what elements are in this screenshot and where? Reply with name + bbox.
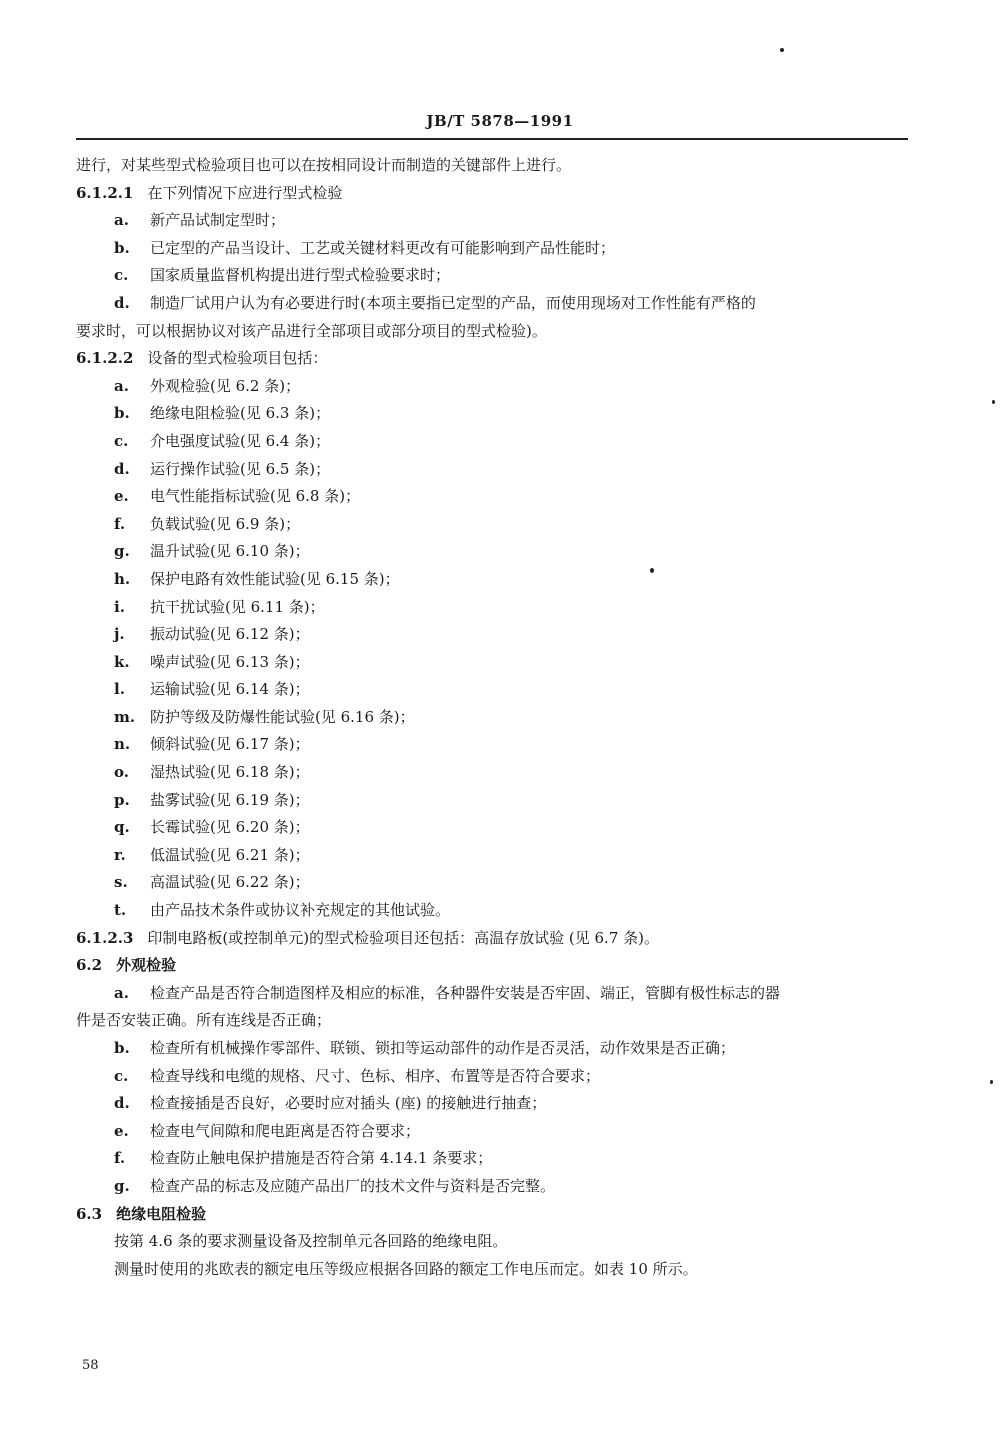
list-marker: e.: [114, 1121, 129, 1140]
list-item: [76, 1173, 908, 1201]
list-item-text: 负载试验(见 6.9 条)；: [150, 514, 301, 533]
clause-heading: [76, 180, 908, 208]
list-item-text: 运输试验(见 6.14 条)；: [150, 680, 310, 699]
list-item: [76, 262, 908, 290]
list-item-text: 绝缘电阻检验(见 6.3 条)；: [150, 404, 331, 423]
list-item: [76, 897, 908, 925]
list-item: [76, 428, 908, 456]
list-marker: k.: [114, 652, 130, 671]
list-item-text: 国家质量监督机构提出进行型式检验要求时；: [150, 266, 451, 285]
document-body: [76, 152, 908, 1283]
continuation-line: [76, 152, 908, 180]
clause-number: 6.1.2.2: [76, 349, 134, 368]
list-item: [76, 207, 908, 235]
list-item: [76, 1090, 908, 1118]
section-heading: [76, 1201, 908, 1229]
list-marker: g.: [114, 1176, 130, 1195]
list-item-text: 盐雾试验(见 6.19 条)；: [150, 790, 310, 809]
list-marker: b.: [114, 238, 130, 257]
paragraph-line: [76, 1228, 908, 1256]
list-item-text: 由产品技术条件或协议补充规定的其他试验。: [150, 901, 451, 920]
list-marker: c.: [114, 431, 129, 450]
list-item-text: 外观检验(见 6.2 条)；: [150, 376, 301, 395]
list-item-text: 介电强度试验(见 6.4 条)；: [150, 431, 331, 450]
list-marker: o.: [114, 763, 129, 782]
list-item: [76, 869, 908, 897]
list-marker: a.: [114, 983, 129, 1002]
list-marker: a.: [114, 211, 129, 230]
list-item-text: 抗干扰试验(见 6.11 条)；: [150, 597, 325, 616]
list-item: [76, 1118, 908, 1146]
list-item: [76, 511, 908, 539]
paragraph-text: 按第 4.6 条的要求测量设备及控制单元各回路的绝缘电阻。: [114, 1232, 508, 1251]
list-marker: g.: [114, 542, 130, 561]
continuation-text: 进行，对某些型式检验项目也可以在按相同设计而制造的关键部件上进行。: [76, 156, 572, 174]
list-item-text: 保护电路有效性能试验(见 6.15 条)；: [150, 569, 400, 588]
list-marker: f.: [114, 514, 126, 533]
continuation-line: [76, 318, 908, 346]
list-marker: i.: [114, 597, 125, 616]
list-marker: d.: [114, 459, 130, 478]
scan-speck: [990, 1080, 993, 1084]
paragraph-text: 测量时使用的兆欧表的额定电压等级应根据各回路的额定工作电压而定。如表 10 所示。: [114, 1259, 698, 1278]
list-item: [76, 649, 908, 677]
list-item-text: 新产品试制定型时；: [150, 211, 286, 230]
list-item-text: 长霉试验(见 6.20 条)；: [150, 818, 310, 837]
list-item-text: 低温试验(见 6.21 条)；: [150, 845, 310, 864]
list-item: [76, 759, 908, 787]
list-item-text: 检查接插是否良好，必要时应对插头 (座) 的接触进行抽查；: [150, 1094, 547, 1113]
list-item-text: 已定型的产品当设计、工艺或关键材料更改有可能影响到产品性能时；: [150, 238, 616, 257]
list-item-text: 检查所有机械操作零部件、联锁、锁扣等运动部件的动作是否灵活，动作效果是否正确；: [150, 1039, 736, 1057]
list-marker: e.: [114, 487, 129, 506]
list-marker: d.: [114, 1094, 130, 1113]
paragraph-line: [76, 1256, 908, 1284]
clause-number: 6.1.2.3: [76, 928, 134, 947]
list-item: [76, 373, 908, 401]
continuation-text: 件是否安装正确。所有连线是否正确；: [76, 1011, 332, 1030]
list-item-text: 湿热试验(见 6.18 条)；: [150, 763, 310, 782]
list-marker: t.: [114, 901, 127, 920]
list-item-text: 噪声试验(见 6.13 条)；: [150, 652, 310, 671]
list-marker: c.: [114, 1066, 129, 1085]
list-item: [76, 235, 908, 263]
list-item: [76, 704, 908, 732]
list-marker: f.: [114, 1149, 126, 1168]
list-item: [76, 1035, 908, 1063]
section-title: 绝缘电阻检验: [116, 1204, 207, 1223]
list-item: [76, 621, 908, 649]
scan-speck: [780, 48, 784, 52]
list-marker: b.: [114, 1039, 130, 1057]
clause-heading: [76, 925, 908, 953]
page-number: 58: [82, 1358, 99, 1373]
list-marker: c.: [114, 266, 129, 285]
list-marker: r.: [114, 845, 126, 864]
list-item-text: 检查导线和电缆的规格、尺寸、色标、相序、布置等是否符合要求；: [150, 1066, 601, 1085]
section-number: 6.3: [76, 1204, 103, 1223]
list-item: [76, 814, 908, 842]
list-item: [76, 1145, 908, 1173]
list-item: [76, 676, 908, 704]
list-item: [76, 566, 908, 594]
scan-speck: [992, 400, 995, 404]
section-heading: [76, 952, 908, 980]
continuation-text: 要求时，可以根据协议对该产品进行全部项目或部分项目的型式检验)。: [76, 321, 547, 340]
list-item: [76, 456, 908, 484]
list-item: [76, 980, 908, 1008]
list-item: [76, 594, 908, 622]
list-item-text: 防护等级及防爆性能试验(见 6.16 条)；: [150, 707, 415, 726]
list-marker: h.: [114, 569, 131, 588]
section-number: 6.2: [76, 956, 103, 975]
header-rule: [76, 138, 908, 140]
list-item-text: 检查产品的标志及应随产品出厂的技术文件与资料是否完整。: [150, 1176, 556, 1195]
list-item: [76, 842, 908, 870]
list-item: [76, 731, 908, 759]
list-marker: q.: [114, 818, 130, 837]
list-item: [76, 538, 908, 566]
clause-text: 印制电路板(或控制单元)的型式检验项目还包括：高温存放试验 (见 6.7 条)。: [147, 928, 659, 947]
continuation-line: [76, 1007, 908, 1035]
clause-text: 在下列情况下应进行型式检验: [147, 183, 343, 202]
list-marker: d.: [114, 293, 130, 312]
list-marker: m.: [114, 707, 136, 726]
clause-heading: [76, 345, 908, 373]
scan-speck: [650, 568, 654, 573]
list-marker: p.: [114, 790, 130, 809]
list-item: [76, 483, 908, 511]
list-item: [76, 400, 908, 428]
list-item-text: 倾斜试验(见 6.17 条)；: [150, 735, 310, 754]
list-marker: a.: [114, 376, 129, 395]
list-item-text: 温升试验(见 6.10 条)；: [150, 542, 310, 561]
list-item-text: 运行操作试验(见 6.5 条)；: [150, 459, 331, 478]
list-item-text: 检查电气间隙和爬电距离是否符合要求；: [150, 1121, 421, 1140]
list-item-text: 制造厂试用户认为有必要进行时(本项主要指已定型的产品，而使用现场对工作性能有严格的: [150, 293, 756, 312]
list-marker: b.: [114, 404, 130, 423]
list-item: [76, 1063, 908, 1091]
list-marker: s.: [114, 873, 128, 892]
list-marker: n.: [114, 735, 131, 754]
list-marker: l.: [114, 680, 125, 699]
list-item: [76, 787, 908, 815]
list-marker: j.: [114, 625, 125, 644]
list-item-text: 高温试验(见 6.22 条)；: [150, 873, 310, 892]
clause-text: 设备的型式检验项目包括：: [147, 349, 328, 368]
document-header: JB/T 5878—1991: [426, 112, 574, 130]
list-item: [76, 290, 908, 318]
list-item-text: 检查防止触电保护措施是否符合第 4.14.1 条要求；: [150, 1149, 493, 1168]
list-item-text: 振动试验(见 6.12 条)；: [150, 625, 310, 644]
clause-number: 6.1.2.1: [76, 183, 134, 202]
list-item-text: 检查产品是否符合制造图样及相应的标准，各种器件安装是否牢固、端正，管脚有极性标志的器: [150, 983, 781, 1002]
list-item-text: 电气性能指标试验(见 6.8 条)；: [150, 487, 361, 506]
section-title: 外观检验: [116, 956, 177, 975]
